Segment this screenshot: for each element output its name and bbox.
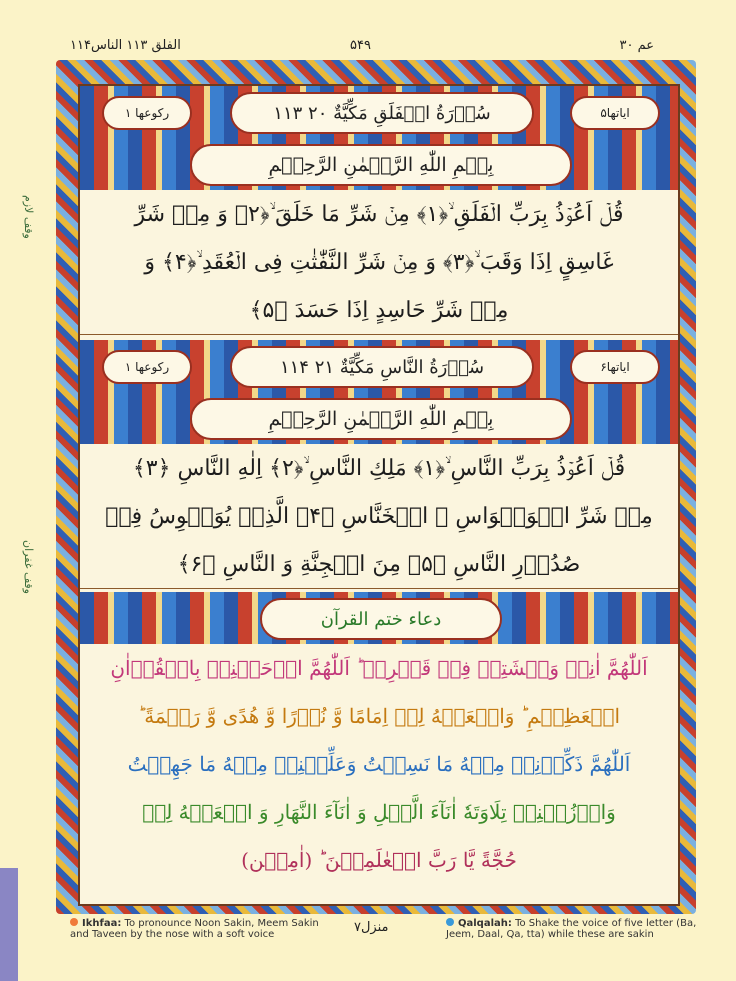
- bismillah: بِسۡمِ اللّٰهِ الرَّحۡمٰنِ الرَّحِيۡمِ: [190, 144, 572, 186]
- bismillah: بِسۡمِ اللّٰهِ الرَّحۡمٰنِ الرَّحِيۡمِ: [190, 398, 572, 440]
- ruku-cartouche: رکوعها ۱: [102, 350, 192, 384]
- qalqalah-term: Qalqalah:: [458, 918, 512, 929]
- ikhfaa-dot-icon: [70, 918, 78, 926]
- dua-line: وَارۡزُقۡنِیۡ تِلَاوَتَهٗ اٰنَآءَ الَّيۡلِ وَ اٰنَآءَ النَّهَارِ وَ اجۡعَلۡهُ لِیۡ: [80, 788, 678, 837]
- qalqalah-dot-icon: [446, 918, 454, 926]
- top-header-right: عم ۳۰: [619, 38, 654, 53]
- surah-nas-header: [80, 340, 678, 392]
- verse-line: مِنۡ شَرِّ الۡوَسۡوَاسِ ۙ الۡخَنَّاسِ ﴿۴﴾ الَّذِیۡ يُوَسۡوِسُ فِیۡ: [80, 492, 678, 541]
- ikhfaa-term: Ikhfaa:: [82, 918, 122, 929]
- dua-header: [80, 592, 678, 644]
- ayat-cartouche: ایاتها۶: [570, 350, 660, 384]
- ruku-cartouche: رکوعها ۱: [102, 96, 192, 130]
- page-inner: [78, 84, 680, 906]
- dua-line: الۡعَظِيۡمِ ؕ وَاجۡعَلۡهُ لِیۡ اِمَامًا وَّ نُوۡرًا وَّ هُدًی وَّ رَحۡمَةً ؕ: [80, 692, 678, 741]
- dua-line: اَللّٰهُمَّ ذَكِّرۡنِیۡ مِنۡهُ مَا نَسِيۡتُ وَعَلِّمۡنِیۡ مِنۡهُ مَا جَهِلۡتُ: [80, 740, 678, 789]
- top-header-left: الفلق ۱۱۳ الناس۱۱۴: [70, 38, 181, 53]
- page-edge-bar: [0, 868, 18, 981]
- dua-line: حُجَّةً يَّا رَبَّ الۡعٰلَمِيۡنَ ؕ (اٰمِيۡن): [80, 836, 678, 884]
- ikhfaa-text: To pronounce Noon Sakin, Meem Sakin and Taveen by the nose with a soft voice: [70, 918, 319, 940]
- ikhfaa-note: [70, 918, 340, 940]
- verse-line: قُلۡ اَعُوۡذُ بِرَبِّ النَّاسِ ۙ﴿۱﴾ مَلِكِ النَّاسِ ۙ﴿۲﴾ اِلٰهِ النَّاسِ ﴿۳﴾: [80, 444, 678, 493]
- ayat-cartouche: ایاتها۵: [570, 96, 660, 130]
- qalqalah-text: To Shake the voice of five letter (Ba, Jeem, Daal, Qa, tta) while these are sakin: [446, 918, 697, 940]
- surah-falaq-header: [80, 86, 678, 138]
- surah-title: ۱۱۴ سُوۡرَةُ النَّاسِ مَكِّيَّةٌ ۲۱: [230, 346, 534, 388]
- bismillah-band: [80, 138, 678, 190]
- verse-line: غَاسِقٍ اِذَا وَقَبَ ۙ﴿۳﴾ وَ مِنۡ شَرِّ النَّفّٰثٰتِ فِی الۡعُقَدِ ۙ﴿۴﴾ وَ: [80, 238, 678, 287]
- manzil-label: منزل۷: [354, 920, 389, 935]
- side-note-1: وقف لازم: [22, 195, 35, 239]
- verse-line: مِنۡ شَرِّ حَاسِدٍ اِذَا حَسَدَ ﴿۵﴾: [80, 286, 678, 335]
- side-note-2: وقف غفران: [22, 540, 35, 594]
- dua-title: دعاء ختم القرآن: [260, 598, 502, 640]
- bismillah-band: [80, 392, 678, 444]
- dua-line: اَللّٰهُمَّ اٰنِسۡ وَحۡشَتِیۡ فِیۡ قَبۡرِیۡ ؕ اَللّٰهُمَّ ارۡحَمۡنِیۡ بِالۡقُرۡاٰنِ: [80, 644, 678, 693]
- qalqalah-note: [446, 918, 726, 940]
- page-number: ۵۴۹: [350, 38, 371, 53]
- surah-title: ۱۱۳ سُوۡرَةُ الۡفَلَقِ مَكِّيَّةٌ ۲۰: [230, 92, 534, 134]
- verse-line: صُدُوۡرِ النَّاسِ ﴿۵﴾ مِنَ الۡجِنَّةِ وَ النَّاسِ ﴿۶﴾: [80, 540, 678, 589]
- verse-line: قُلۡ اَعُوۡذُ بِرَبِّ الۡفَلَقِ ۙ﴿۱﴾ مِنۡ شَرِّ مَا خَلَقَ ۙ﴿۲﴾ وَ مِنۡ شَرِّ: [80, 190, 678, 239]
